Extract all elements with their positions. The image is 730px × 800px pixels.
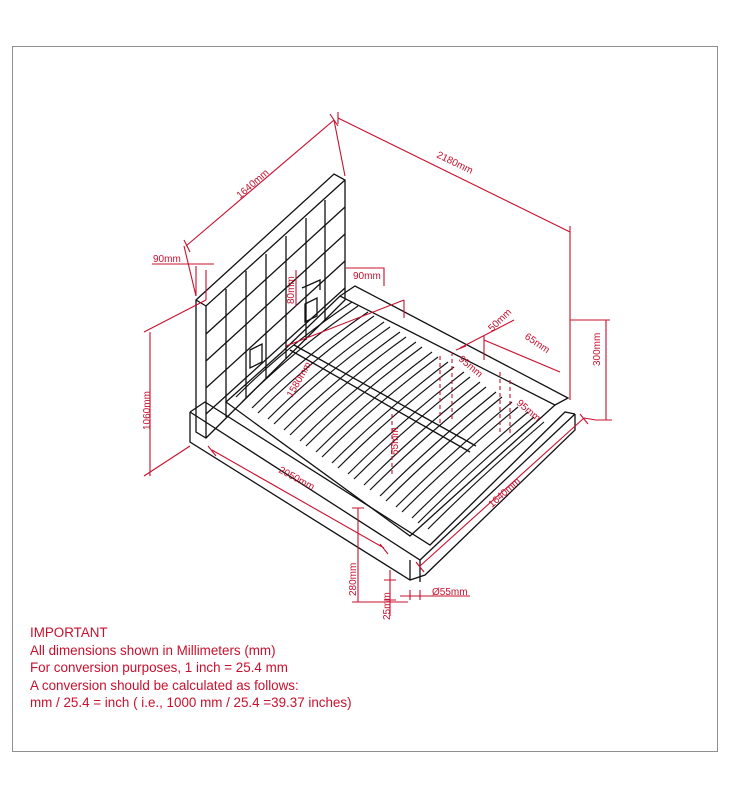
label-rail-offset: 65mm	[522, 331, 552, 357]
label-side-height: 280mm	[348, 562, 359, 596]
label-overall-height: 1060mm	[142, 391, 153, 430]
notes-line-1: All dimensions shown in Millimeters (mm)	[30, 642, 276, 658]
dimension-lines	[144, 112, 612, 616]
label-mattress-height: 300mm	[592, 332, 603, 366]
notes-heading: IMPORTANT	[30, 625, 108, 640]
label-overall-length: 2180mm	[434, 149, 475, 177]
label-mattress-length: 2050mm	[276, 464, 317, 493]
label-foot-height: 25mm	[382, 592, 393, 620]
label-inner-gap-b: 95mm	[514, 397, 543, 425]
label-rail-width: 50mm	[486, 306, 515, 335]
label-inner-gap-a: 95mm	[456, 353, 485, 381]
conversion-notes	[30, 624, 352, 712]
label-foot-diameter: Ø55mm	[432, 587, 468, 598]
notes-line-2: For conversion purposes, 1 inch = 25.4 mm	[30, 660, 288, 676]
label-slat-length: 1580mm	[285, 360, 315, 400]
label-headboard-side: 90mm	[353, 271, 381, 282]
label-headboard-width: 1640mm	[234, 167, 272, 202]
label-headboard-thickness: 90mm	[153, 254, 181, 265]
notes-line-4: mm / 25.4 = inch ( i.e., 1000 mm / 25.4 =39.37 inches)	[30, 695, 352, 711]
label-slat-gap: 80mm	[286, 276, 297, 304]
label-mattress-width: 1640mm	[486, 476, 523, 511]
label-center-rail: 55mm	[390, 427, 401, 455]
notes-line-3: A conversion should be calculated as follows:	[30, 677, 299, 693]
